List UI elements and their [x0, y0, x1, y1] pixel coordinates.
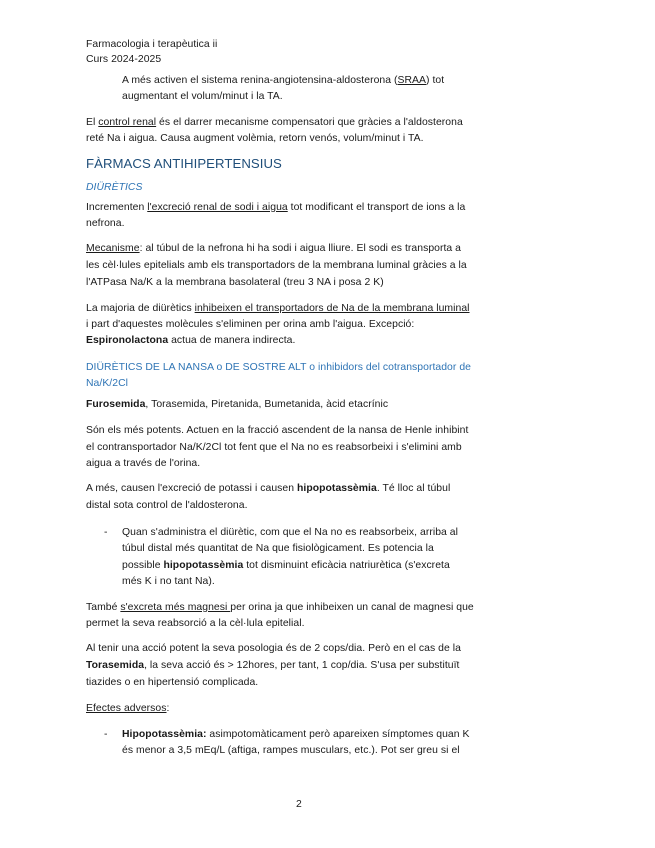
bullet-dash: -: [104, 729, 108, 740]
header-year: Curs 2024-2025: [86, 54, 162, 65]
page-number: 2: [296, 799, 302, 810]
paragraph-posology: Al tenir una acció potent la seva posologia és de 2 cops/dia. Però en el cas de la: [86, 643, 461, 654]
paragraph-majority-line3: Espironolactona actua de manera indirecta.: [86, 335, 296, 346]
paragraph-renal-line2: reté Na i aigua. Causa augment volèmia, retorn venós, volum/minut i TA.: [86, 133, 424, 144]
paragraph-mechanism-line2: les cèl·lules epitelials amb els transportadors de la membrana luminal gràcies a la: [86, 260, 467, 271]
paragraph-potent: Són els més potents. Actuen en la fracció ascendent de la nansa de Henle inhibint: [86, 425, 469, 436]
bullet-sodium-line3: possible hipopotassèmia tot disminuint eficàcia natriurètica (s'excreta: [122, 560, 450, 571]
paragraph-majority-line2: i part d'aquestes molècules s'eliminen per orina amb l'aigua. Excepció:: [86, 319, 415, 330]
paragraph-magnesium: També s'excreta més magnesi per orina ja que inhibeixen un canal de magnesi que: [86, 602, 474, 613]
bullet-hypokalemia-line1: Hipopotassèmia: asimpotomàticament però apareixen símptomes quan K: [122, 729, 470, 740]
paragraph-potassium-line2: distal sota control de l'aldosterona.: [86, 500, 248, 511]
heading-diuretics: DIÜRÈTICS: [86, 182, 143, 193]
adverse-effects-label: Efectes adversos:: [86, 703, 170, 714]
paragraph-mechanism-line3: l'ATPasa Na/K a la membrana basolateral (treu 3 NA i posa 2 K): [86, 277, 384, 288]
heading-loop-diuretics-line2: Na/K/2Cl: [86, 378, 128, 389]
header-course: Farmacologia i terapèutica ii: [86, 39, 218, 50]
paragraph-potent-line2: el contransportador Na/K/2Cl tot fent que el Na no es reabsorbeixi i s'elimini amb: [86, 442, 462, 453]
paragraph-majority: La majoria de diürètics inhibeixen el transportadors de Na de la membrana luminal: [86, 303, 470, 314]
bullet-sodium-line1: Quan s'administra el diürètic, com que el Na no es reabsorbeix, arriba al: [122, 527, 458, 538]
heading-loop-diuretics: DIÜRÈTICS DE LA NANSA o DE SOSTRE ALT o inhibidors del cotransportador de: [86, 362, 471, 373]
bullet-hypokalemia-line2: és menor a 3,5 mEq/L (aftiga, rampes musculars, etc.). Pot ser greu si el: [122, 745, 460, 756]
paragraph-increase: Incrementen l'excreció renal de sodi i aigua tot modificant el transport de ions a la: [86, 202, 466, 213]
bullet-dash: -: [104, 527, 108, 538]
paragraph-renal: El control renal és el darrer mecanisme compensatori que gràcies a l'aldosterona: [86, 117, 463, 128]
paragraph-potent-line3: aigua a través de l'orina.: [86, 458, 201, 469]
paragraph-mechanism: Mecanisme: al túbul de la nefrona hi ha sodi i aigua lliure. El sodi es transporta a: [86, 243, 462, 254]
heading-antihypertensives: FÀRMACS ANTIHIPERTENSIUS: [86, 156, 282, 171]
paragraph-posology-line2: Torasemida, la seva acció és > 12hores, per tant, 1 cop/dia. S'usa per substituït: [86, 660, 460, 671]
bullet-sodium-line2: túbul distal més quantitat de Na que fisiològicament. Es potencia la: [122, 543, 434, 554]
paragraph-drug-list: Furosemida, Torasemida, Piretanida, Bumetanida, àcid etacrínic: [86, 399, 389, 410]
paragraph-raas: A més activen el sistema renina-angiotensina-aldosterona (SRAA) tot: [122, 75, 445, 86]
paragraph-potassium: A més, causen l'excreció de potassi i causen hipopotassèmia. Té lloc al túbul: [86, 483, 451, 494]
paragraph-magnesium-line2: permet la seva reabsorció a la cèl·lula epitelial.: [86, 618, 305, 629]
bullet-sodium-line4: més K i no tant Na).: [122, 576, 215, 587]
paragraph-raas-line2: augmentant el volum/minut i la TA.: [122, 91, 283, 102]
paragraph-posology-line3: tiazides o en hipertensió complicada.: [86, 677, 259, 688]
paragraph-increase-line2: nefrona.: [86, 218, 125, 229]
